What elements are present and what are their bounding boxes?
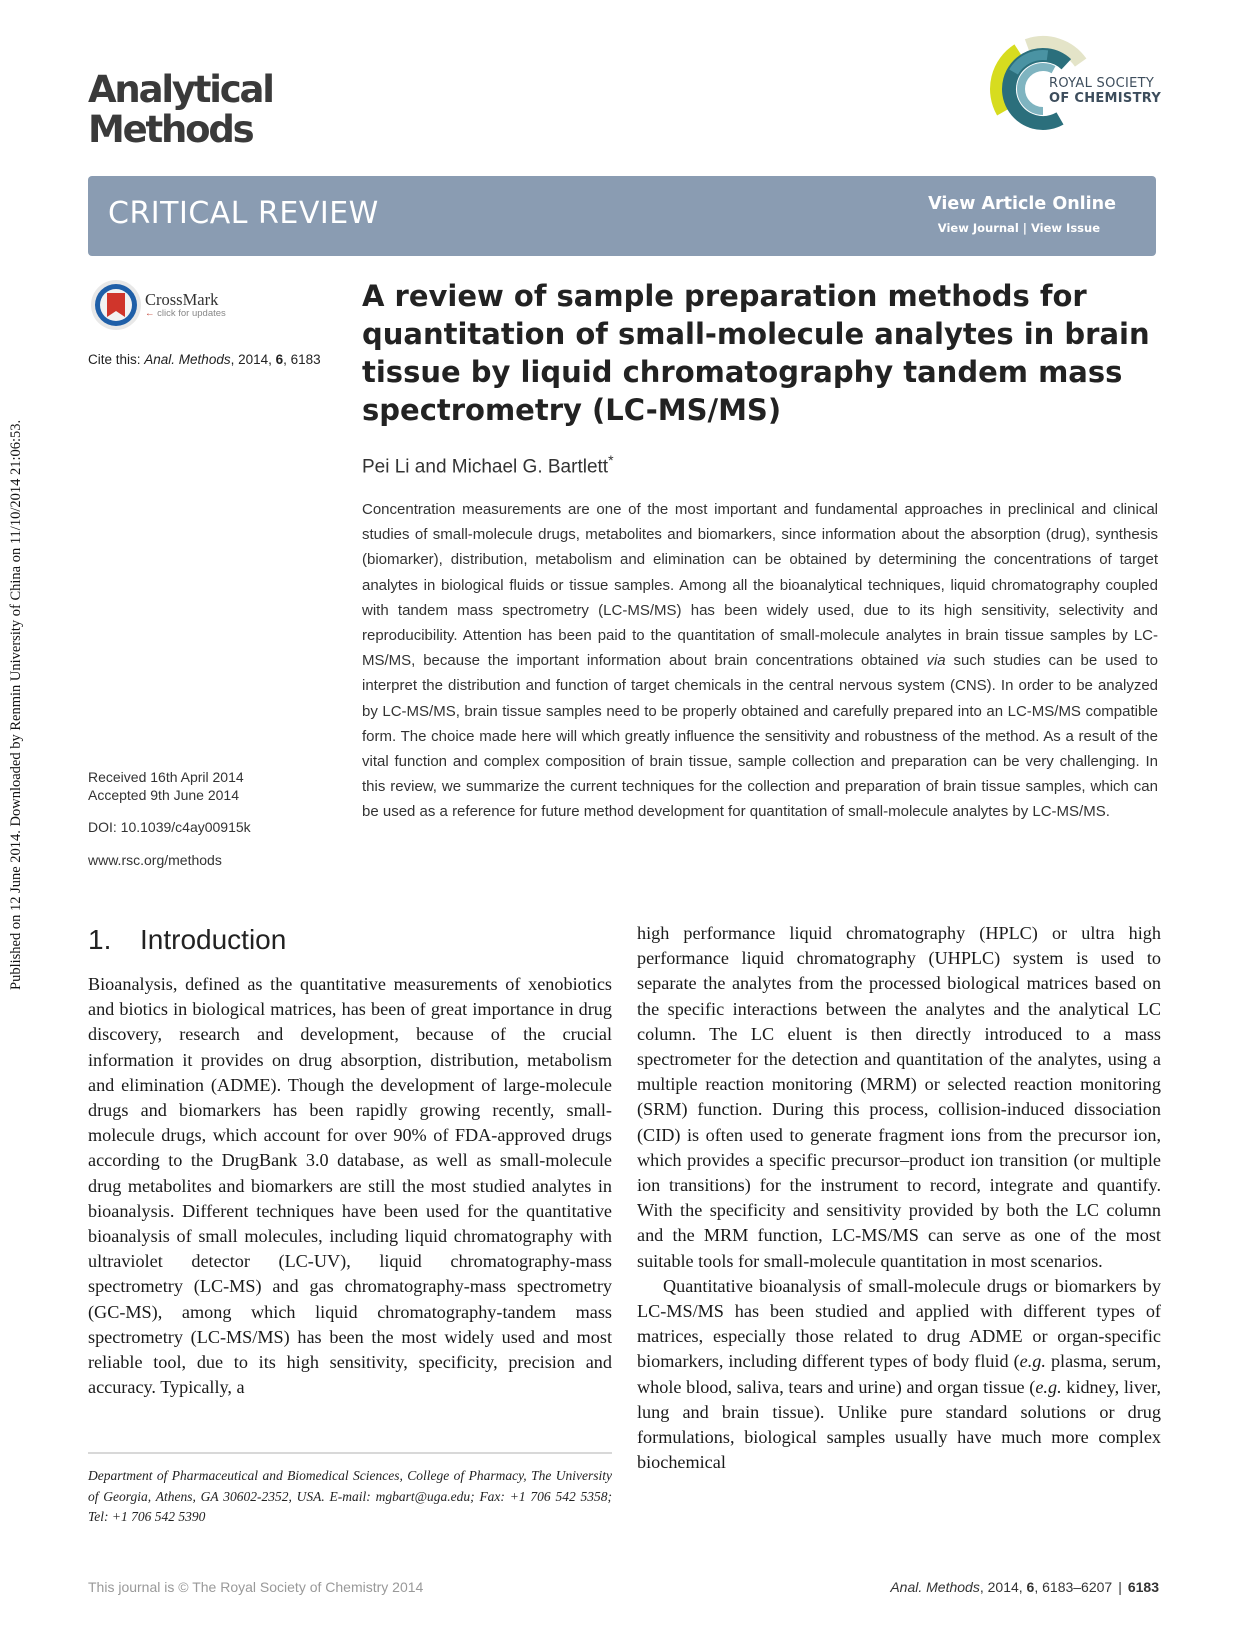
abstract-italic-via: via [926,652,946,670]
article-type-banner [88,176,1156,256]
body-paragraph [637,1274,1161,1476]
crossmark-icon[interactable] [90,279,142,331]
link-separator: | [1022,221,1027,235]
affiliation-footnote: Department of Pharmaceutical and Biomedical Sciences, College of Pharmacy, The University of Georgia, Athens, GA 30602-2352, USA. E-mail: mgbart@uga.edu; Fax: +1 706 542 5358; Tel: +1 706 542 5390 [88,1468,612,1524]
journal-name-line1: Analytical [88,68,273,111]
view-journal-link[interactable]: View Journal [937,221,1019,235]
paragraph-italic: e.g. [1019,1351,1046,1372]
cite-journal: Anal. Methods [144,352,231,367]
received-date: Received 16th April 2014 [88,769,244,785]
page-footer-citation [890,1579,1159,1595]
crossmark-sublabel[interactable] [145,308,226,319]
rsc-line2: OF CHEMISTRY [1049,91,1162,106]
footer-year: , 2014, [979,1579,1027,1595]
footer-volume: 6 [1026,1579,1035,1595]
section-number: 1. [88,924,112,955]
cite-page: , 6183 [283,352,321,367]
view-issue-link[interactable]: View Issue [1030,221,1100,235]
banner-links [938,221,1100,235]
article-type-label: CRITICAL REVIEW [108,196,379,231]
citation-line [88,352,321,367]
body-paragraph: high performance liquid chromatography (HPLC) or ultra high performance liquid chromatography (UHPLC) system is used to separate the analytes from the processed biological matrices based on the specific interactions between the analytes and the analytical LC column. The LC eluent is then directly introduced to a mass spectrometer for the detection and quantitation of the analytes, using a multiple reaction monitoring (MRM) or selected reaction monitoring (SRM) function. During this process, collision-induced dissociation (CID) is often used to generate fragment ions from the precursor ion, which provides a specific precursor–product ion transition (or multiple ion transitions) for the instrument to record, integrate and quantify. With the specificity and sensitivity provided by both the LC column and the MRM function, LC-MS/MS can serve as one of the most suitable tools for small-molecule quantitation in most scenarios. [637,923,1161,1271]
author-names: Pei Li and Michael G. Bartlett [362,456,609,478]
section-title: Introduction [140,924,287,955]
body-paragraph: Bioanalysis, defined as the quantitative measurements of xenobiotics and biotics in biological matrices, has been of great importance in drug discovery, research and development, because of the crucial information it provides on drug absorption, distribution, metabolism and elimination (ADME). Though the development of large-molecule drugs and biomarkers has been rapidly growing recently, small-molecule drugs, which account for over 90% of FDA-approved drugs according to the DrugBank 3.0 database, as well as small-molecule drug metabolites and biomarkers are still the most studied analytes in bioanalysis. Different techniques have been used for the quantitative bioanalysis of small molecules, including liquid chromatography with ultraviolet detector (LC-UV), liquid chromatography-mass spectrometry (LC-MS) and gas chromatography-mass spectrometry (GC-MS), among which liquid chromatography-tandem mass spectrometry (LC-MS/MS) has been the most widely used and most reliable tool, due to its high sensitivity, specificity, precision and accuracy. Typically, a [88,974,612,1398]
section-heading [88,924,286,956]
body-column-left [88,972,612,1400]
corresponding-author-mark: * [608,452,614,468]
abstract [362,497,1158,825]
copyright-footer: This journal is © The Royal Society of Chemistry 2014 [88,1579,424,1595]
crossmark-label[interactable]: CrossMark [145,290,219,309]
journal-name-line2: Methods [88,108,253,151]
rsc-line1: ROYAL SOCIETY [1049,76,1155,91]
article-title: A review of sample preparation methods for quantitation of small-molecule analytes in brain tissue by liquid chromatography tandem mass spectrometry (LC-MS/MS) [362,279,1150,427]
abstract-part2: such studies can be used to interpret the distribution and function of target chemicals in the central nervous system (CNS). In order to be analyzed by LC-MS/MS, brain tissue samples need to be properly obtained and carefully prepared into an LC-MS/MS compatible form. The choice made here will which greatly influence the sensitivity and robustness of the method. As a result of the vital function and complex composition of brain tissue, sample collection and preparation can be very challenging. In this review, we summarize the current techniques for the collection and preparation of brain tissue samples, which can be used as a reference for future method development for quantitation of small-molecule analytes by LC-MS/MS. [362,652,1158,821]
body-column-right [637,921,1161,1475]
publication-side-note: Published on 12 June 2014. Downloaded by Renmin University of China on 11/10/2014 21:06:53. [8,419,24,990]
paragraph-part: kidney, liver, lung and brain tissue). Unlike pure standard solutions or drug formulations, biological samples usually have much more complex biochemical [637,1376,1161,1473]
page-number: 6183 [1127,1579,1159,1595]
paragraph-part: plasma, serum, whole blood, saliva, tears and urine) and organ tissue ( [637,1351,1161,1397]
footer-journal: Anal. Methods [890,1579,980,1595]
accepted-date: Accepted 9th June 2014 [88,787,240,803]
received-dates [88,768,244,804]
crossmark-sub-text: click for updates [157,308,226,319]
paragraph-italic: e.g. [1035,1376,1062,1397]
journal-url-link[interactable]: www.rsc.org/methods [88,852,222,868]
footer-separator: | [1118,1579,1122,1595]
doi[interactable]: DOI: 10.1039/c4ay00915k [88,819,251,835]
abstract-part1: Concentration measurements are one of the most important and fundamental approaches in preclinical and clinical studies of small-molecule drugs, metabolites and biomarkers, since information about the absorption (drug), synthesis (biomarker), distribution, metabolism and elimination can be obtained by determining the concentrations of target analytes in biological fluids or tissue samples. Among all the bioanalytical techniques, liquid chromatography coupled with tandem mass spectrometry (LC-MS/MS) has been widely used, due to its high sensitivity, selectivity and reproducibility. Attention has been paid to the quantitation of small-molecule analytes in brain tissue samples by LC-MS/MS, because the important information about brain concentrations obtained [362,501,1158,670]
view-article-online-link[interactable]: View Article Online [928,194,1116,214]
paragraph-part: Quantitative bioanalysis of small-molecule drugs or biomarkers by LC-MS/MS has been studied and applied with different types of matrices, especially those related to drug ADME or organ-specific biomarkers, including different types of body fluid ( [637,1275,1161,1372]
footer-pages: , 6183–6207 [1034,1579,1113,1595]
cite-volume: 6 [275,352,284,367]
author-list [362,452,614,478]
journal-logo [88,70,273,150]
cite-prefix: Cite this: [88,352,145,367]
footnote-divider [88,1452,612,1454]
arrow-left-icon: ← [145,308,155,319]
cite-year: , 2014, [230,352,276,367]
rsc-logo-text [1049,76,1161,106]
